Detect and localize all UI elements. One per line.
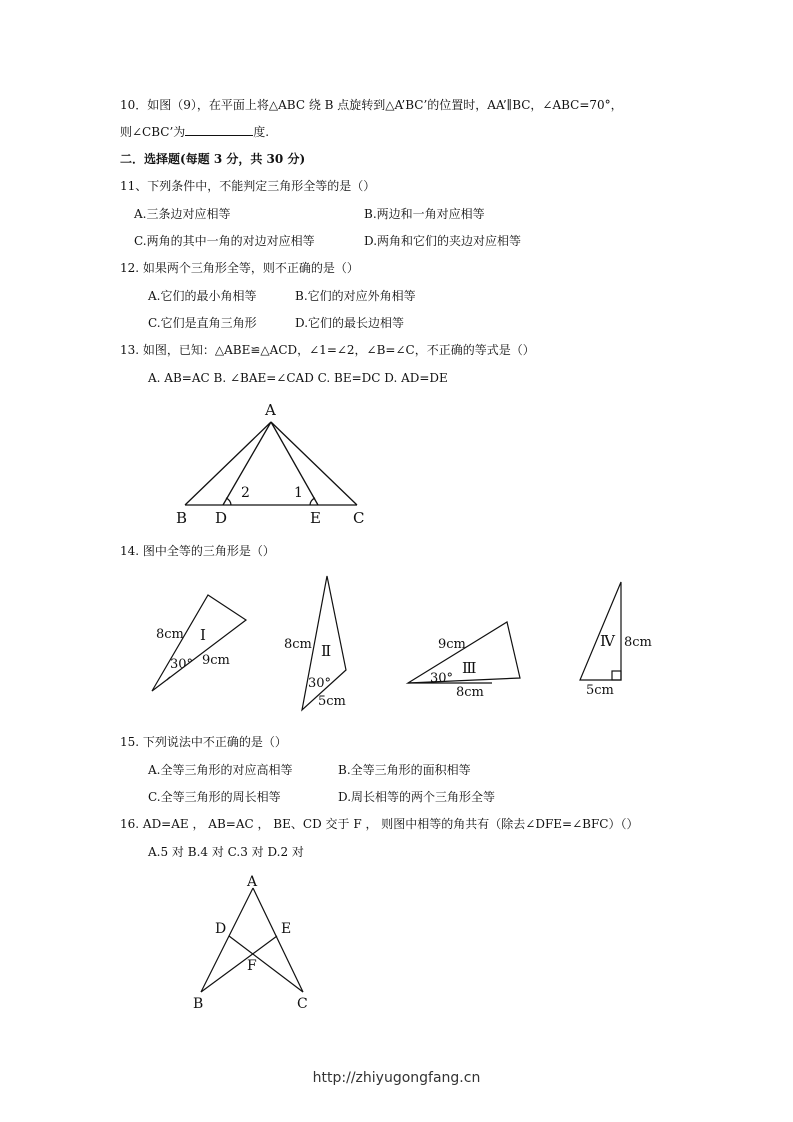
q11-option-a: A.三条边对应相等 bbox=[134, 207, 231, 221]
q14-tri4-roman: Ⅳ bbox=[600, 632, 615, 650]
q15-stem: 15. 下列说法中不正确的是（） bbox=[120, 735, 287, 749]
q11-stem: 11、下列条件中，不能判定三角形全等的是（） bbox=[120, 179, 376, 193]
q13-line-ac bbox=[271, 422, 357, 505]
q16-label-a: A bbox=[247, 874, 258, 890]
q13-label-angle2: 2 bbox=[241, 485, 250, 501]
q13-label-b: B bbox=[176, 509, 188, 527]
q13-label-a: A bbox=[265, 401, 276, 419]
q16-label-c: C bbox=[297, 996, 308, 1012]
q13-stem: 13. 如图，已知：△ABE≌△ACD，∠1=∠2，∠B=∠C，不正确的等式是（） bbox=[120, 343, 535, 357]
q16-label-e: E bbox=[281, 921, 292, 937]
q14-tri1-side1: 8cm bbox=[156, 627, 184, 642]
q14-stem: 14. 图中全等的三角形是（） bbox=[120, 544, 275, 558]
q14-tri2-side1: 8cm bbox=[284, 637, 312, 652]
q11-option-c: C.两角的其中一角的对边对应相等 bbox=[134, 234, 315, 248]
q14-triangle-4 bbox=[580, 582, 621, 680]
q14-tri1-side2: 9cm bbox=[202, 653, 230, 668]
q11-option-d: D.两角和它们的夹边对应相等 bbox=[364, 234, 522, 248]
q16-line-ab bbox=[201, 888, 253, 992]
q15-option-a: A.全等三角形的对应高相等 bbox=[148, 763, 293, 777]
q12-stem: 12. 如果两个三角形全等，则不正确的是（） bbox=[120, 261, 359, 275]
footer-url: http://zhiyugongfang.cn bbox=[312, 1070, 481, 1086]
q16-label-f: F bbox=[247, 958, 257, 974]
q12-option-d: D.它们的最长边相等 bbox=[295, 316, 405, 330]
q14-tri2-side2: 5cm bbox=[318, 694, 346, 709]
q16-stem: 16. AD=AE ， AB=AC ， BE、CD 交于 F ， 则图中相等的角共有（除去∠DFE=∠BFC）（） bbox=[120, 817, 639, 831]
q10-line2-suffix: 度. bbox=[253, 125, 270, 139]
q13-line-ab bbox=[185, 422, 271, 505]
q14-triangle-4-right-angle bbox=[612, 671, 621, 680]
q16-line-ac bbox=[253, 888, 303, 992]
q14-tri1-angle: 30° bbox=[170, 657, 194, 672]
q14-tri3-side1: 9cm bbox=[438, 637, 466, 652]
q16-label-d: D bbox=[215, 921, 227, 937]
q13-angle1-arc bbox=[310, 498, 315, 505]
q14-triangle-1 bbox=[152, 595, 246, 691]
q14-tri3-side2: 8cm bbox=[456, 685, 484, 700]
q12-option-b: B.它们的对应外角相等 bbox=[295, 289, 416, 303]
q13-label-angle1: 1 bbox=[294, 485, 303, 501]
q13-label-c: C bbox=[353, 509, 365, 527]
answer-blank bbox=[185, 124, 253, 136]
q12-option-a: A.它们的最小角相等 bbox=[148, 289, 257, 303]
q14-tri3-angle: 30° bbox=[430, 671, 454, 686]
q14-triangle-1-angle-arc bbox=[167, 677, 170, 680]
q16-options: A.5 对 B.4 对 C.3 对 D.2 对 bbox=[148, 845, 304, 859]
q10-line1: 10．如图（9），在平面上将△ABC 绕 B 点旋转到△A’BC’的位置时，AA’∥BC，∠ABC=70°， bbox=[120, 98, 623, 112]
q13-label-e: E bbox=[310, 509, 321, 527]
q16-figure bbox=[185, 870, 335, 1020]
q12-option-c: C.它们是直角三角形 bbox=[148, 316, 257, 330]
q15-option-c: C.全等三角形的周长相等 bbox=[148, 790, 281, 804]
q13-angle2-arc bbox=[226, 498, 231, 505]
q15-option-d: D.周长相等的两个三角形全等 bbox=[338, 790, 496, 804]
q14-tri2-angle: 30° bbox=[308, 676, 332, 691]
q15-option-b: B.全等三角形的面积相等 bbox=[338, 763, 471, 777]
q14-tri3-roman: Ⅲ bbox=[462, 659, 477, 677]
q13-options: A. AB=AC B. ∠BAE=∠CAD C. BE=DC D. AD=DE bbox=[148, 371, 448, 385]
q13-figure bbox=[170, 396, 390, 528]
q16-label-b: B bbox=[193, 996, 204, 1012]
q10-line2 bbox=[120, 124, 269, 140]
q14-tri4-side1: 8cm bbox=[624, 635, 652, 650]
q10-line2-prefix: 则∠CBC’为 bbox=[120, 125, 186, 139]
q11-option-b: B.两边和一角对应相等 bbox=[364, 207, 485, 221]
section2-heading: 二．选择题(每题 3 分，共 30 分) bbox=[120, 152, 306, 166]
q13-label-d: D bbox=[215, 509, 228, 527]
q14-tri2-roman: Ⅱ bbox=[321, 642, 332, 660]
q14-tri4-side2: 5cm bbox=[586, 683, 614, 698]
q14-figure bbox=[140, 570, 660, 720]
q14-tri1-roman: Ⅰ bbox=[200, 626, 206, 644]
